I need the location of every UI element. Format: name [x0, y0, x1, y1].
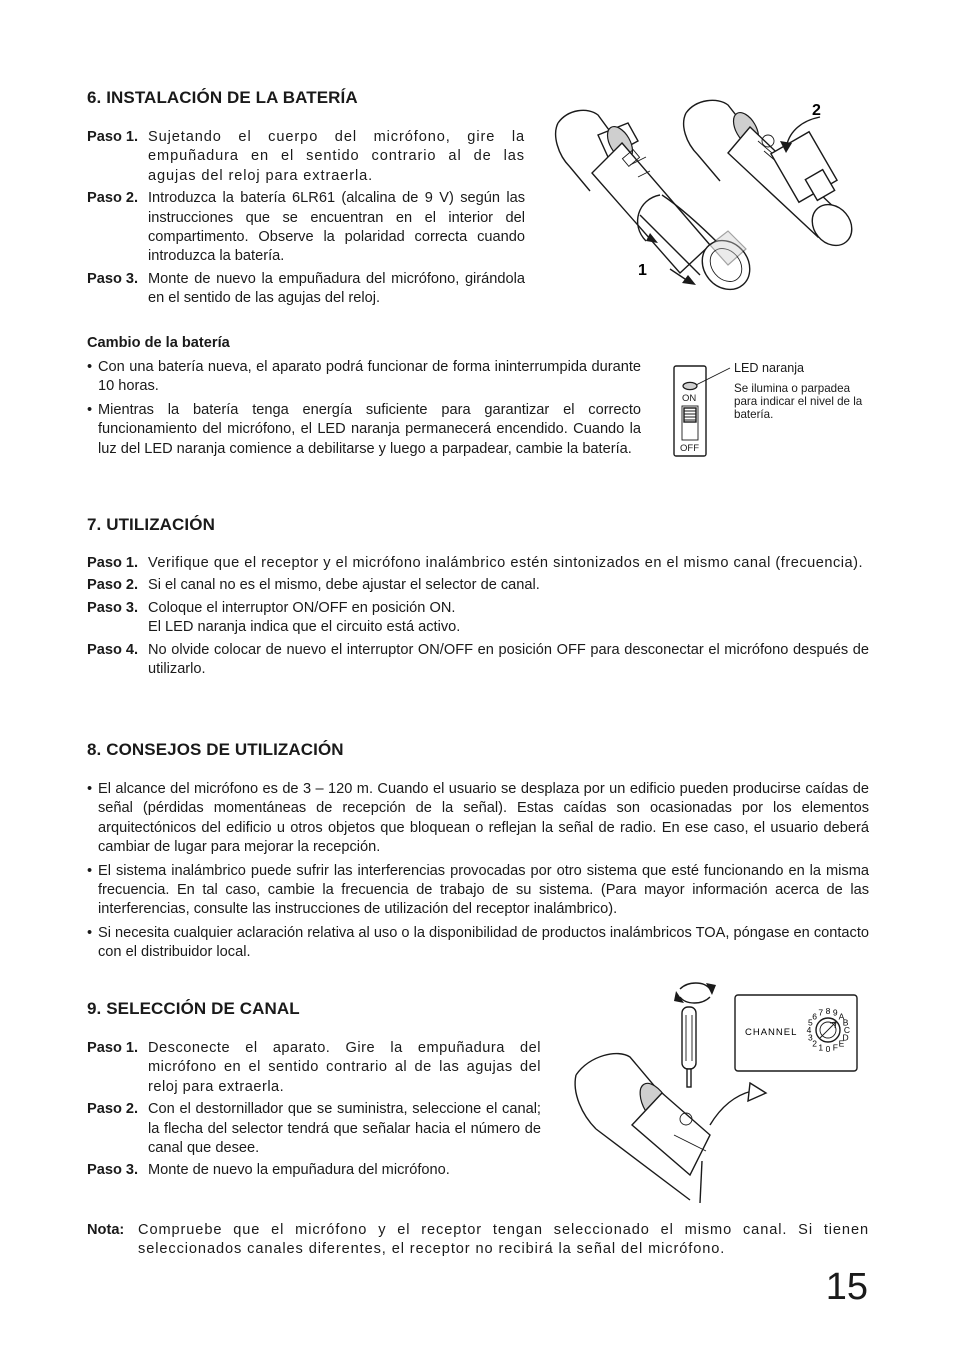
channel-selection-illustration — [570, 975, 870, 1205]
battery-installation-illustration — [550, 95, 870, 295]
section7-step-3: Paso 3. Coloque el interruptor ON/OFF en posición ON. El LED naranja indica que el circuito está activo. — [87, 599, 461, 636]
page-number: 15 — [825, 1266, 868, 1308]
dial-digit: 9 — [832, 1007, 838, 1018]
dial-digit: B — [842, 1017, 849, 1028]
section8-bullets — [87, 780, 869, 967]
dial-digit: 7 — [818, 1007, 824, 1018]
dial-digit: F — [832, 1042, 838, 1053]
section8-title: 8. CONSEJOS DE UTILIZACIÓN — [87, 740, 344, 759]
figure-label-step-1: 1 — [638, 262, 647, 279]
note-text: Compruebe que el micrófono y el receptor tengan seleccionado el mismo canal. Si tienen seleccionados canales diferentes, el receptor no recibirá la señal del micrófono. — [138, 1222, 869, 1258]
section9-step-1: Paso 1. Desconecte el aparato. Gire la empuñadura del micrófono en el sentido contrario al de las agujas del reloj para extraerla. — [87, 1040, 541, 1095]
dial-digit: 3 — [808, 1032, 813, 1043]
section7-title: 7. UTILIZACIÓN — [87, 515, 215, 534]
channel-label: CHANNEL — [745, 1027, 798, 1038]
section7-step-1: Paso 1. Verifique que el receptor y el micrófono inalámbrico estén sintonizados en el mismo canal (frecuencia). — [87, 555, 864, 571]
dial-digit: E — [838, 1038, 845, 1049]
led-off-label: OFF — [680, 443, 699, 454]
list-item: • Mientras la batería tenga energía suficiente para garantizar el correcto funcionamiento del micrófono, el LED naranja permanecerá encendido. Cuando la luz del LED naranja comience a debilitarse y luego a parpadear, cambie la batería. — [87, 401, 641, 457]
section6-title: 6. INSTALACIÓN DE LA BATERÍA — [87, 88, 358, 107]
led-caption-title: LED naranja — [734, 361, 805, 375]
figure-label-step-2: 2 — [812, 102, 821, 119]
dial-digit: A — [838, 1011, 845, 1022]
list-item: • El alcance del micrófono es de 3 – 120 m. Cuando el usuario se desplaza por un edificio pueden producirse caídas de señal (pérdidas momentáneas de recepción de la señal). Estas caídas son ocasionadas por los elementos arquitectónicos del edificio u otros objetos que bloquean o reflejan la señal de radio. En ese caso, el usuario deberá cambiar de lugar para mejorar la recepción. — [87, 781, 869, 856]
dial-digit: 8 — [825, 1006, 831, 1016]
section6-steps — [87, 128, 525, 312]
section9-title: 9. SELECCIÓN DE CANAL — [87, 999, 300, 1018]
dial-digit: 5 — [808, 1017, 813, 1028]
step-text: Sujetando el cuerpo del micrófono, gire la empuñadura en el sentido contrario al de las agujas del reloj para extraerla. — [148, 129, 525, 184]
battery-change-bullets — [87, 358, 641, 463]
step-text: Monte de nuevo la empuñadura del micrófono, girándola en el sentido de las agujas del reloj. — [148, 270, 525, 307]
dial-digit: D — [842, 1032, 849, 1043]
battery-change-title: Cambio de la batería — [87, 335, 230, 351]
step-label: Paso 2. — [87, 190, 139, 207]
section6-step-2 — [87, 189, 525, 267]
section7-step-4: Paso 4. No olvide colocar de nuevo el interruptor ON/OFF en posición OFF para desconectar el micrófono después de utilizarlo. — [87, 641, 869, 678]
led-caption-text: Se ilumina o parpadea para indicar el nivel de la batería. — [734, 382, 863, 421]
list-item: • Si necesita cualquier aclaración relativa al uso o la disponibilidad de productos inalámbricos TOA, póngase en contacto con el distribuidor local. — [87, 924, 869, 961]
section6-step-3 — [87, 270, 525, 309]
note — [87, 1221, 869, 1260]
step-text: Introduzca la batería 6LR61 (alcalina de 9 V) según las instrucciones que se encuentran en el interior del compartimento. Observe la polaridad correcta cuando introduzca la batería. — [148, 190, 525, 265]
section9-step-2: Paso 2. Con el destornillador que se suministra, seleccione el canal; la flecha del selector tendrá que señalar hacia el número de canal que desee. — [87, 1101, 541, 1157]
screwdriver-icon — [682, 1007, 696, 1087]
section9-step-3: Paso 3. Monte de nuevo la empuñadura del micrófono. — [87, 1162, 450, 1179]
dial-digit: 6 — [812, 1011, 817, 1022]
list-item: • El sistema inalámbrico puede sufrir las interferencias provocadas por otro sistema que esté funcionando en la misma frecuencia. En tal caso, cambie la frecuencia de trabajo de su sistema. (Para mayor información acerca de las interferencias, consulte las instrucciones de utilización del receptor inalámbrico). — [87, 862, 869, 918]
dial-digit: 2 — [812, 1038, 817, 1049]
dial-digit: C — [843, 1025, 851, 1035]
step-label: Paso 1. — [87, 129, 139, 145]
step-label: Paso 3. — [87, 270, 139, 287]
dial-digit: 1 — [818, 1042, 824, 1053]
dial-digit: 0 — [825, 1044, 831, 1054]
section7-steps — [87, 554, 869, 682]
dial-digit: 4 — [806, 1025, 812, 1035]
rotate-arrows-icon — [674, 983, 716, 1003]
note-label: Nota: — [87, 1222, 125, 1238]
list-item: • Con una batería nueva, el aparato podrá funcionar de forma ininterrumpida durante 10 horas. — [87, 359, 641, 395]
section6-step-1 — [87, 128, 525, 186]
led-on-label: ON — [682, 393, 697, 404]
section7-step-2: Paso 2. Si el canal no es el mismo, debe ajustar el selector de canal. — [87, 577, 540, 594]
section9-steps — [87, 1039, 541, 1184]
